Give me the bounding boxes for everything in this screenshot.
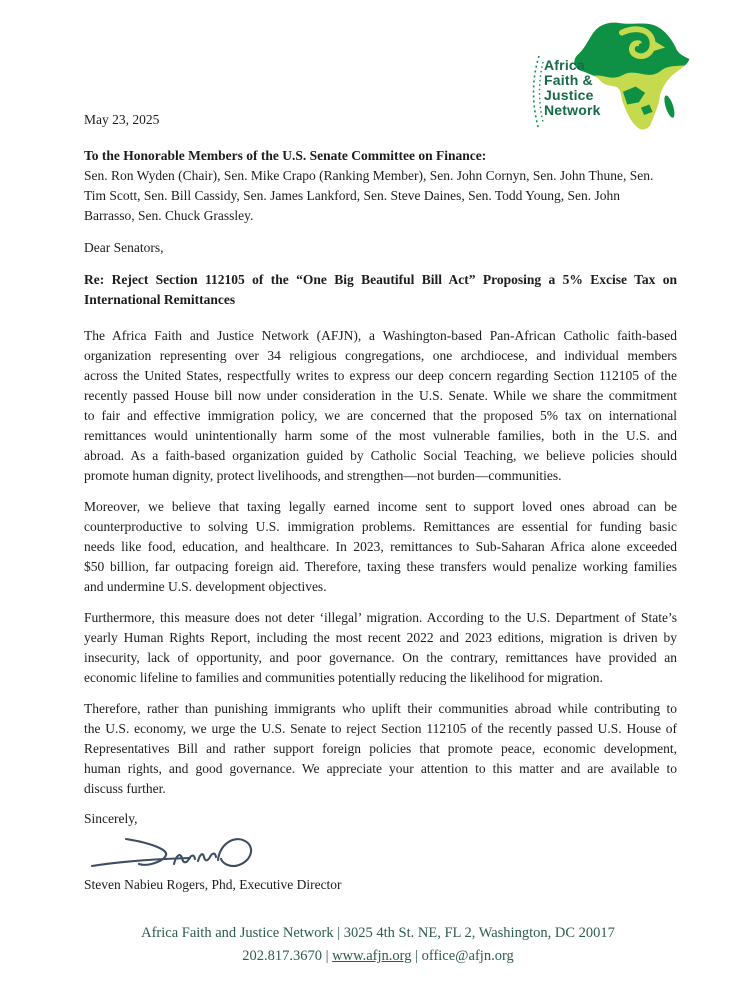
footer-email: office@afjn.org (421, 948, 514, 964)
logo-wordmark-line: Africa (544, 57, 585, 73)
footer-separator: | (415, 948, 418, 964)
footer-website-link[interactable]: www.afjn.org (332, 948, 412, 964)
footer-contact-line (0, 945, 756, 968)
letter-paragraph: Therefore, rather than punishing immigrants who uplift their communities abroad while contributing to the U.S. economy, we urge the U.S. Senate to reject Section 112105 of the recently passed U.S. House of Representatives Bill and rather support foreign policies that promote peace, economic development, human rights, and good governance. We appreciate your attention to this matter and are available to discuss further. (84, 701, 677, 796)
letter-date: May 23, 2025 (84, 112, 160, 127)
salutation: Dear Senators, (84, 240, 164, 255)
letter-paragraph: Moreover, we believe that taxing legally earned income sent to support loved ones abroad can be counterproductive to solving U.S. immigration problems. Remittances are essential for funding basic needs like food, education, and healthcare. In 2023, remittances to Sub-Saharan Africa alone exceeded $50 billion, far outpacing foreign aid. Therefore, taxing these transfers would penalize working families and undermine U.S. development objectives. (84, 499, 677, 594)
letter-paragraph: The Africa Faith and Justice Network (AFJN), a Washington-based Pan-African Catholic faith-based organization representing over 34 religious congregations, one archdiocese, and individual members across the United States, respectfully writes to express our deep concern regarding Section 112105 of the recently passed House bill now under consideration in the U.S. Senate. While we share the commitment to fair and effective immigration policy, we are concerned that the proposed 5% tax on international remittances would unintentionally harm some of the most vulnerable families, both in the U.S. and abroad. As a faith-based organization guided by Catholic Social Teaching, we believe policies should promote human dignity, protect livelihoods, and strengthen—not burden—communities. (84, 328, 677, 483)
to-heading: To the Honorable Members of the U.S. Senate Committee on Finance: (84, 148, 487, 163)
logo-wordmark-line: Faith & (544, 72, 593, 88)
logo-wordmark-line: Justice (544, 87, 594, 103)
subject-line: Re: Reject Section 112105 of the “One Big Beautiful Bill Act” Proposing a 5% Excise Tax on International Remittances (84, 272, 677, 307)
footer-separator: | (325, 948, 329, 964)
footer-address-line: Africa Faith and Justice Network | 3025 4th St. NE, FL 2, Washington, DC 20017 (141, 925, 615, 941)
footer-phone: 202.817.3670 (242, 948, 322, 964)
logo-wordmark-line: Network (544, 102, 601, 118)
letter-footer (0, 922, 756, 968)
closing: Sincerely, (84, 811, 138, 826)
letter-paragraph: Furthermore, this measure does not deter ‘illegal’ migration. According to the U.S. Department of State’s yearly Human Rights Report, including the most recent 2022 and 2023 editions, migration is driven by insecurity, lack of opportunity, and poor governance. On the contrary, remittances have provided an economic lifeline to families and communities potentially reducing the likelihood for migration. (84, 610, 677, 685)
recipients-list: Sen. Ron Wyden (Chair), Sen. Mike Crapo (Ranking Member), Sen. John Cornyn, Sen. John Thune, Sen. Tim Scott, Sen. Bill Cassidy, Sen. James Lankford, Sen. Steve Daines, Sen. Todd Young, Sen. John Barrasso, Sen. Chuck Grassley. (84, 168, 654, 223)
letter-content (84, 0, 677, 895)
signer-name: Steven Nabieu Rogers, Phd, Executive Director (84, 877, 342, 892)
handwritten-signature (88, 831, 260, 875)
